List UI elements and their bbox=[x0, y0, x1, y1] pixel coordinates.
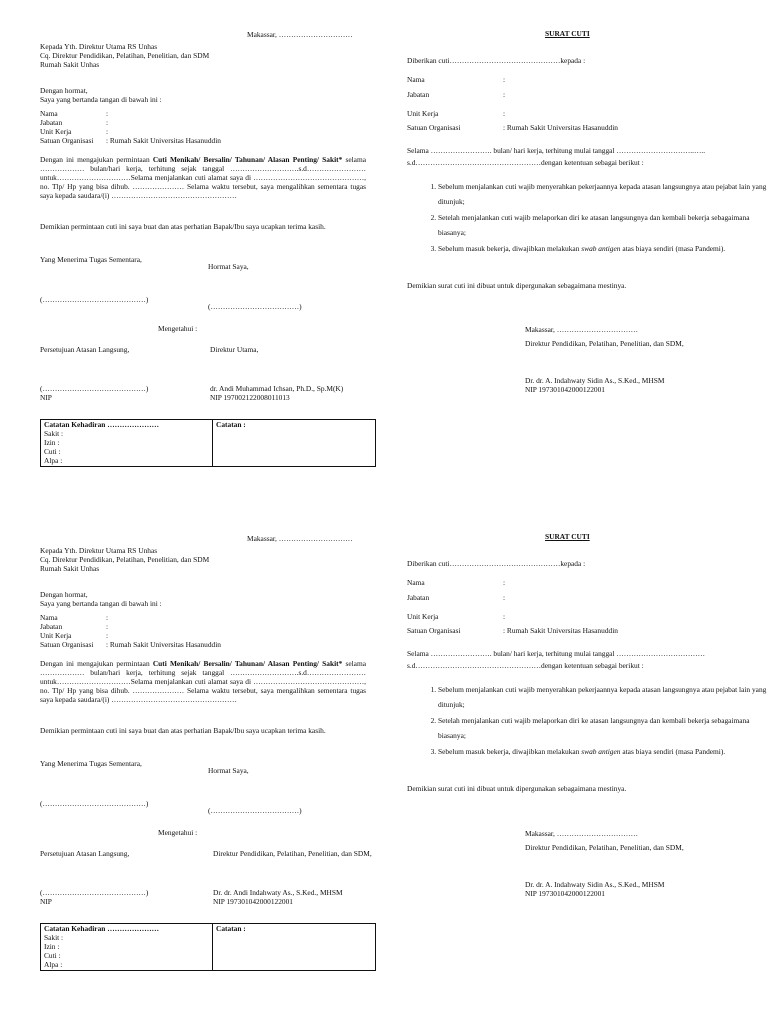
attendance-cell bbox=[41, 924, 213, 971]
attendance-title: Catatan Kehadiran ………………… bbox=[44, 924, 159, 933]
field-value-satuan: : Rumah Sakit Universitas Hasanuddin bbox=[106, 136, 221, 145]
letter-duration-line: Selama ……………………. bulan/ hari kerja, terhitung mulai tanggal …………………………..….. bbox=[407, 146, 706, 155]
recipient-line-1: Kepada Yth. Direktur Utama RS Unhas bbox=[40, 42, 158, 51]
supervisor-label: Persetujuan Atasan Langsung, bbox=[40, 849, 130, 858]
director-title: Direktur Pendidikan, Pelatihan, Penelitian, dan SDM, bbox=[213, 849, 372, 858]
para-intro: Dengan ini mengajukan permintaan bbox=[40, 155, 153, 164]
letter-field-value-nama: : bbox=[503, 75, 506, 84]
attendance-izin: Izin : bbox=[44, 942, 60, 951]
letter-field-label-satuan: Satuan Organisasi bbox=[407, 626, 461, 635]
letter-title: SURAT CUTI bbox=[545, 532, 590, 541]
attendance-cuti: Cuti : bbox=[44, 951, 61, 960]
letter-field-label-satuan: Satuan Organisasi bbox=[407, 123, 461, 132]
letter-field-value-unit-kerja: : bbox=[503, 612, 506, 621]
letter-field-label-nama: Nama bbox=[407, 75, 425, 84]
letter-signer-title: Direktur Pendidikan, Pelatihan, Penelitian, dan SDM, bbox=[525, 843, 684, 852]
recipient-line-2: Cq. Direktur Pendidikan, Pelatihan, Penelitian, dan SDM bbox=[40, 51, 210, 60]
director-nip: NIP 197301042000122001 bbox=[213, 897, 293, 906]
field-label-satuan: Satuan Organisasi bbox=[40, 640, 94, 649]
attendance-table bbox=[40, 419, 376, 467]
field-label-nama: Nama bbox=[40, 109, 58, 118]
letter-signer-title: Direktur Pendidikan, Pelatihan, Penelitian, dan SDM, bbox=[525, 339, 684, 348]
supervisor-signature: (……………………………………) bbox=[40, 384, 149, 393]
condition-item: 3. Sebelum masuk bekerja, diwajibkan melakukan swab antigen atas biaya sendiri (masa Pandemi). bbox=[438, 745, 768, 760]
letter-field-label-unit-kerja: Unit Kerja bbox=[407, 612, 439, 621]
attendance-sakit: Sakit : bbox=[44, 933, 64, 942]
condition-item: 3. Sebelum masuk bekerja, diwajibkan melakukan swab antigen atas biaya sendiri (masa Pandemi). bbox=[438, 242, 768, 257]
letter-signer-name: Dr. dr. A. Indahwaty Sidin As., S.Ked., MHSM bbox=[525, 880, 665, 889]
para-body: selama ……………… bulan/hari kerja, terhitung sejak tanggal ……………………….s.d…………………… untuk…………………………Selama menjalankan cuti alamat saya di ………………………………………, no. Tlp/ Hp yang bisa dihub. ………………… Selama waktu tersebut, saya mengalihkan sementara tugas saya kepada saudara/(i) …………………………………………… bbox=[40, 659, 366, 704]
director-title: Direktur Utama, bbox=[210, 345, 259, 354]
request-place-date: Makassar, ………………………… bbox=[247, 30, 353, 39]
letter-field-value-satuan: : Rumah Sakit Universitas Hasanuddin bbox=[503, 626, 618, 635]
request-paragraph bbox=[40, 155, 366, 200]
letter-closing: Demikian surat cuti ini dibuat untuk dipergunakan sebagaimana mestinya. bbox=[407, 784, 627, 793]
greeting-line-2: Saya yang bertanda tangan di bawah ini : bbox=[40, 599, 162, 608]
field-label-nama: Nama bbox=[40, 613, 58, 622]
acknowledged-label: Mengetahui : bbox=[158, 324, 198, 333]
attendance-alpa: Alpa : bbox=[44, 456, 63, 465]
letter-field-value-jabatan: : bbox=[503, 90, 506, 99]
letter-field-label-unit-kerja: Unit Kerja bbox=[407, 109, 439, 118]
attendance-alpa: Alpa : bbox=[44, 960, 63, 969]
director-name: dr. Andi Muhammad Ichsan, Ph.D., Sp.M(K) bbox=[210, 384, 344, 393]
recipient-line-3: Rumah Sakit Unhas bbox=[40, 564, 100, 573]
field-value-satuan: : Rumah Sakit Universitas Hasanuddin bbox=[106, 640, 221, 649]
letter-field-label-jabatan: Jabatan bbox=[407, 90, 430, 99]
supervisor-label: Persetujuan Atasan Langsung, bbox=[40, 345, 130, 354]
supervisor-nip: NIP bbox=[40, 897, 52, 906]
greeting-line-1: Dengan hormat, bbox=[40, 590, 88, 599]
letter-signer-nip: NIP 197301042000122001 bbox=[525, 385, 605, 394]
recipient-line-1: Kepada Yth. Direktur Utama RS Unhas bbox=[40, 546, 158, 555]
letter-field-value-unit-kerja: : bbox=[503, 109, 506, 118]
condition-item: 1. Sebelum menjalankan cuti wajib menyerahkan pekerjaannya kepada atasan langsungnya atau pejabat lain yang ditunjuk; bbox=[438, 180, 768, 209]
field-label-unit-kerja: Unit Kerja bbox=[40, 127, 72, 136]
field-value-unit-kerja: : bbox=[106, 127, 109, 136]
field-label-jabatan: Jabatan bbox=[40, 622, 63, 631]
letter-closing: Demikian surat cuti ini dibuat untuk dipergunakan sebagaimana mestinya. bbox=[407, 281, 627, 290]
letter-field-label-jabatan: Jabatan bbox=[407, 593, 430, 602]
condition-item: 1. Sebelum menjalankan cuti wajib menyerahkan pekerjaannya kepada atasan langsungnya atau pejabat lain yang ditunjuk; bbox=[438, 683, 768, 712]
greeting-line-2: Saya yang bertanda tangan di bawah ini : bbox=[40, 95, 162, 104]
supervisor-nip: NIP bbox=[40, 393, 52, 402]
attendance-sakit: Sakit : bbox=[44, 429, 64, 438]
notes-cell bbox=[213, 420, 376, 467]
condition-item: 2. Setelah menjalankan cuti wajib melaporkan diri ke atasan langsungnya dan kembali bekerja sebagaimana biasanya; bbox=[438, 211, 768, 240]
condition-item: 2. Setelah menjalankan cuti wajib melaporkan diri ke atasan langsungnya dan kembali bekerja sebagaimana biasanya; bbox=[438, 714, 768, 743]
field-value-jabatan: : bbox=[106, 622, 109, 631]
letter-until-line: s.d……………………………………………dengan ketentuan sebagai berikut : bbox=[407, 158, 644, 167]
field-label-unit-kerja: Unit Kerja bbox=[40, 631, 72, 640]
recipient-line-2: Cq. Direktur Pendidikan, Pelatihan, Penelitian, dan SDM bbox=[40, 555, 210, 564]
attendance-cell bbox=[41, 420, 213, 467]
leave-types: Cuti Menikah/ Bersalin/ Tahunan/ Alasan Penting/ Sakit* bbox=[152, 659, 343, 668]
letter-conditions bbox=[420, 683, 768, 762]
request-closing: Demikian permintaan cuti ini saya buat dan atas perhatian Bapak/Ibu saya ucapkan terima kasih. bbox=[40, 222, 326, 231]
acknowledged-label: Mengetahui : bbox=[158, 828, 198, 837]
attendance-izin: Izin : bbox=[44, 438, 60, 447]
field-value-jabatan: : bbox=[106, 118, 109, 127]
notes-label: Catatan : bbox=[216, 420, 246, 429]
substitute-label: Yang Menerima Tugas Sementara, bbox=[40, 759, 142, 768]
field-label-satuan: Satuan Organisasi bbox=[40, 136, 94, 145]
para-body: selama ……………… bulan/hari kerja, terhitung sejak tanggal ……………………….s.d…………………… untuk…………………………Selama menjalankan cuti alamat saya di ………………………………………, no. Tlp/ Hp yang bisa dihub. ………………… Selama waktu tersebut, saya mengalihkan sementara tugas saya kepada saudara/(i) …………………………………………… bbox=[40, 155, 366, 200]
applicant-signature: (………………………………) bbox=[208, 806, 302, 815]
letter-field-value-nama: : bbox=[503, 578, 506, 587]
letter-title: SURAT CUTI bbox=[545, 29, 590, 38]
leave-types: Cuti Menikah/ Bersalin/ Tahunan/ Alasan Penting/ Sakit* bbox=[152, 155, 343, 164]
letter-field-value-jabatan: : bbox=[503, 593, 506, 602]
attendance-cuti: Cuti : bbox=[44, 447, 61, 456]
letter-given-line: Diberikan cuti………………………………………kepada : bbox=[407, 56, 586, 65]
recipient-line-3: Rumah Sakit Unhas bbox=[40, 60, 100, 69]
letter-until-line: s.d……………………………………………dengan ketentuan sebagai berikut : bbox=[407, 661, 644, 670]
respect-label: Hormat Saya, bbox=[208, 262, 249, 271]
director-nip: NIP 197002122008011013 bbox=[210, 393, 290, 402]
para-intro: Dengan ini mengajukan permintaan bbox=[40, 659, 153, 668]
letter-place-date: Makassar, …………………………… bbox=[525, 829, 639, 838]
supervisor-signature: (……………………………………) bbox=[40, 888, 149, 897]
letter-field-value-satuan: : Rumah Sakit Universitas Hasanuddin bbox=[503, 123, 618, 132]
field-label-jabatan: Jabatan bbox=[40, 118, 63, 127]
field-value-nama: : bbox=[106, 613, 109, 622]
request-paragraph bbox=[40, 659, 366, 704]
applicant-signature: (………………………………) bbox=[208, 302, 302, 311]
greeting-line-1: Dengan hormat, bbox=[40, 86, 88, 95]
attendance-title: Catatan Kehadiran ………………… bbox=[44, 420, 159, 429]
letter-signer-nip: NIP 197301042000122001 bbox=[525, 889, 605, 898]
field-value-nama: : bbox=[106, 109, 109, 118]
request-closing: Demikian permintaan cuti ini saya buat dan atas perhatian Bapak/Ibu saya ucapkan terima kasih. bbox=[40, 726, 326, 735]
respect-label: Hormat Saya, bbox=[208, 766, 249, 775]
letter-conditions bbox=[420, 180, 768, 259]
substitute-signature: (……………………………………) bbox=[40, 295, 149, 304]
notes-cell bbox=[213, 924, 376, 971]
letter-place-date: Makassar, …………………………… bbox=[525, 325, 639, 334]
request-place-date: Makassar, ………………………… bbox=[247, 534, 353, 543]
field-value-unit-kerja: : bbox=[106, 631, 109, 640]
letter-field-label-nama: Nama bbox=[407, 578, 425, 587]
letter-given-line: Diberikan cuti………………………………………kepada : bbox=[407, 559, 586, 568]
letter-signer-name: Dr. dr. A. Indahwaty Sidin As., S.Ked., MHSM bbox=[525, 376, 665, 385]
substitute-signature: (……………………………………) bbox=[40, 799, 149, 808]
notes-label: Catatan : bbox=[216, 924, 246, 933]
director-name: Dr. dr. Andi Indahwaty As., S.Ked., MHSM bbox=[213, 888, 343, 897]
attendance-table bbox=[40, 923, 376, 971]
letter-duration-line: Selama ……………………. bulan/ hari kerja, terhitung mulai tanggal ……………………………… bbox=[407, 649, 706, 658]
substitute-label: Yang Menerima Tugas Sementara, bbox=[40, 255, 142, 264]
